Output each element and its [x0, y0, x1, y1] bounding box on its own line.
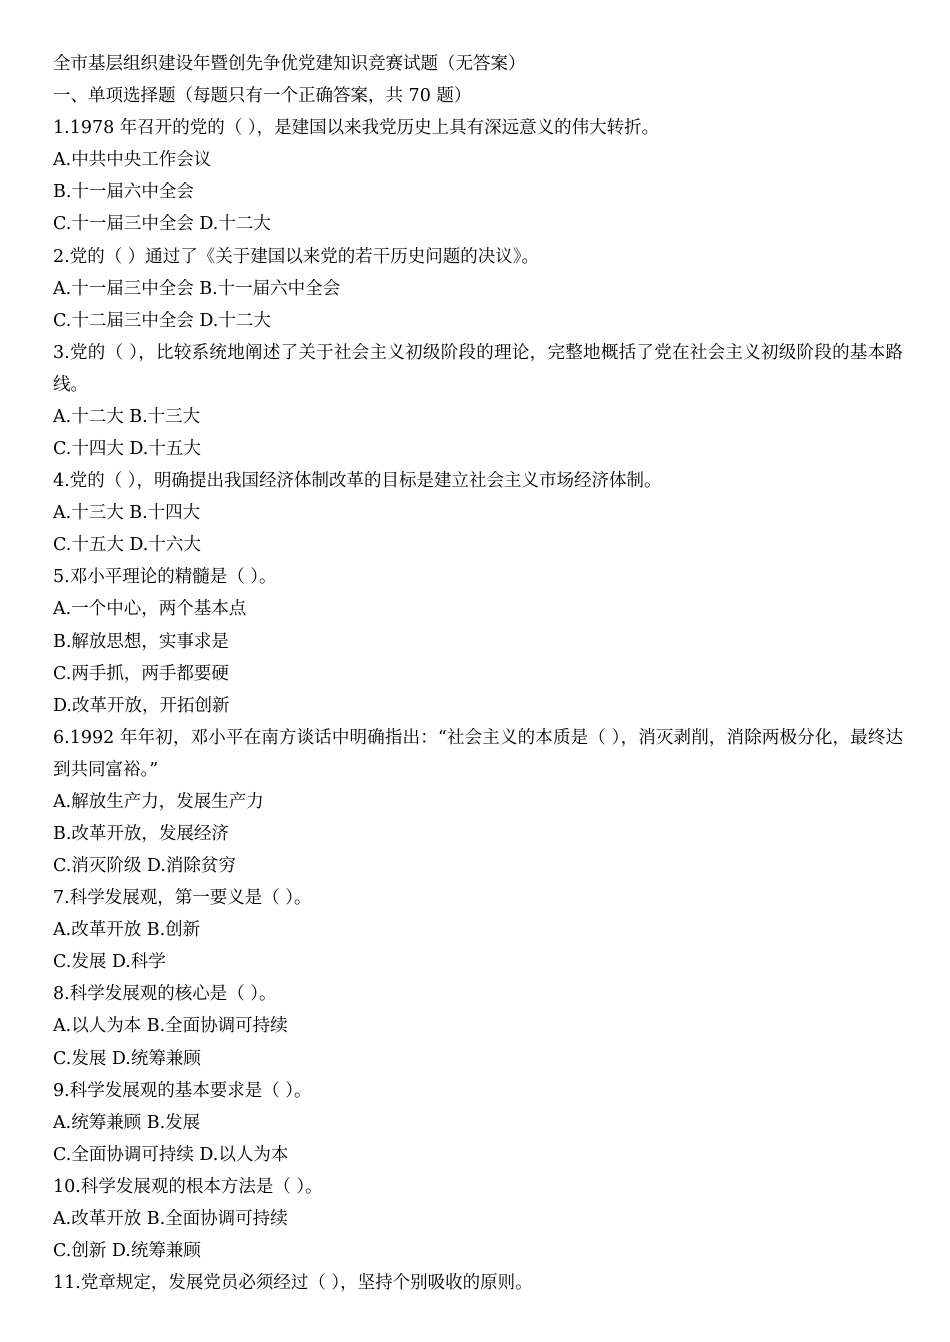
- option-line: C.发展 D.科学: [53, 952, 166, 973]
- question-5: 5.邓小平理论的精髓是（ ）。: [53, 567, 277, 588]
- option-line: C.发展 D.统筹兼顾: [53, 1048, 201, 1069]
- option-line: C.创新 D.统筹兼顾: [53, 1241, 201, 1262]
- option-line: C.十二届三中全会 D.十二大: [53, 310, 271, 331]
- option-line: A.解放生产力，发展生产力: [53, 791, 264, 812]
- option-line: A.以人为本 B.全面协调可持续: [53, 1016, 288, 1037]
- question-8: 8.科学发展观的核心是（ ）。: [53, 984, 277, 1005]
- option-line: C.十五大 D.十六大: [53, 535, 201, 556]
- option-line: A.统筹兼顾 B.发展: [53, 1112, 201, 1133]
- option-line: A.改革开放 B.全面协调可持续: [53, 1209, 288, 1229]
- option-line: B.改革开放，发展经济: [53, 823, 229, 844]
- option-line: A.十二大 B.十三大: [53, 406, 201, 427]
- option-line: B.解放思想，实事求是: [53, 631, 229, 652]
- option-line: A.中共中央工作会议: [53, 150, 212, 171]
- option-line: D.改革开放，开拓创新: [53, 695, 230, 716]
- option-line: C.全面协调可持续 D.以人为本: [53, 1144, 289, 1165]
- option-line: A.改革开放 B.创新: [53, 920, 201, 941]
- section-heading: 一、单项选择题（每题只有一个正确答案，共 70 题）: [53, 86, 472, 107]
- document-title: 全市基层组织建设年暨创先争优党建知识竞赛试题（无答案）: [53, 54, 526, 74]
- question-7: 7.科学发展观，第一要义是（ ）。: [53, 888, 312, 909]
- question-6: 6.1992 年年初，邓小平在南方谈话中明确指出：“社会主义的本质是（ ），消灭剥削，消除两极分化，最终达到共同富裕。”: [53, 727, 903, 780]
- option-line: C.十四大 D.十五大: [53, 438, 201, 459]
- option-line: C.两手抓，两手都要硬: [53, 663, 229, 684]
- question-1: 1.1978 年召开的党的（ ），是建国以来我党历史上具有深远意义的伟大转折。: [53, 118, 660, 139]
- question-9: 9.科学发展观的基本要求是（ ）。: [53, 1080, 312, 1101]
- question-2: 2.党的（ ）通过了《关于建国以来党的若干历史问题的决议》。: [53, 246, 540, 267]
- option-line: A.十一届三中全会 B.十一届六中全会: [53, 278, 341, 299]
- question-3: 3.党的（ ），比较系统地阐述了关于社会主义初级阶段的理论，完整地概括了党在社会主义初级阶段的基本路线。: [53, 342, 903, 395]
- document-page: [53, 48, 903, 1299]
- question-10: 10.科学发展观的根本方法是（ ）。: [53, 1176, 323, 1197]
- option-line: C.十一届三中全会 D.十二大: [53, 214, 271, 235]
- option-line: A.一个中心，两个基本点: [53, 599, 247, 620]
- question-11: 11.党章规定，发展党员必须经过（ ），坚持个别吸收的原则。: [53, 1273, 533, 1294]
- option-line: A.十三大 B.十四大: [53, 503, 201, 524]
- option-line: C.消灭阶级 D.消除贫穷: [53, 855, 236, 876]
- question-4: 4.党的（ ），明确提出我国经济体制改革的目标是建立社会主义市场经济体制。: [53, 471, 662, 492]
- option-line: B.十一届六中全会: [53, 182, 194, 203]
